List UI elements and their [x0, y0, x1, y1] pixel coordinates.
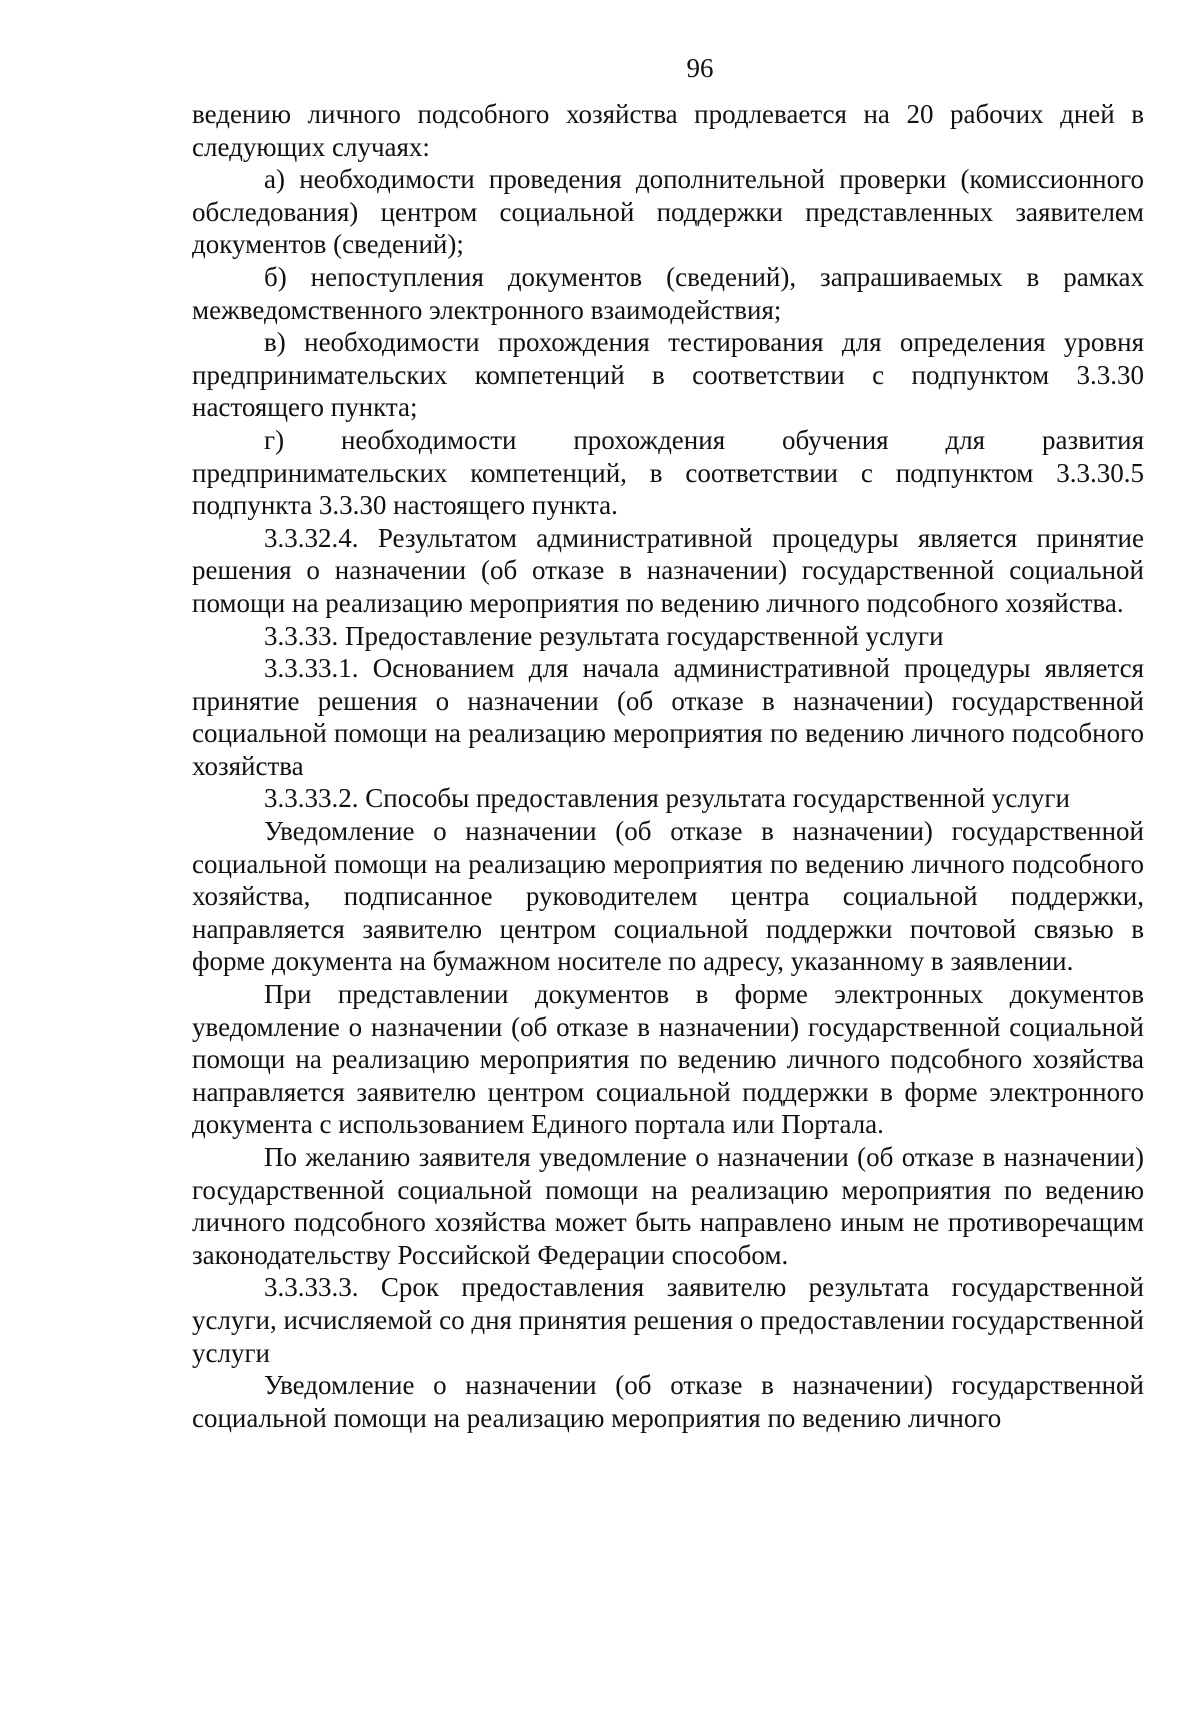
- document-body: [192, 98, 1144, 1434]
- paragraph-notification-other: По желанию заявителя уведомление о назначении (об отказе в назначении) государственной социальной помощи на реализацию мероприятия по ведению личного подсобного хозяйства может быть направлено иным не противоречащим законодательству Российской Федерации способом.: [192, 1142, 1144, 1270]
- paragraph-item-g: г) необходимости прохождения обучения для развития предпринимательских компетенций, в соответствии с подпунктом 3.3.30.5 подпункта 3.3.30 настоящего пункта.: [192, 424, 1144, 521]
- paragraph-notification-term: Уведомление о назначении (об отказе в назначении) государственной социальной помощи на реализацию мероприятия по ведению личного: [192, 1370, 1144, 1433]
- paragraph-item-v: в) необходимости прохождения тестирования для определения уровня предпринимательских компетенций в соответствии с подпунктом 3.3.30 настоящего пункта;: [192, 327, 1144, 423]
- paragraph-notification-paper: Уведомление о назначении (об отказе в назначении) государственной социальной помощи на реализацию мероприятия по ведению личного подсобного хозяйства, подписанное руководителем центра социальной поддержки, направляется заявителю центром социальной поддержки почтовой связью в форме документа на бумажном носителе по адресу, указанному в заявлении.: [192, 816, 1144, 977]
- paragraph-notification-electronic: При представлении документов в форме электронных документов уведомление о назначении (об отказе в назначении) государственной социальной помощи на реализацию мероприятия по ведению личного подсобного хозяйства направляется заявителю центром социальной поддержки в форме электронного документа с использованием Единого портала или Портала.: [192, 979, 1144, 1140]
- paragraph-3-3-33-1: 3.3.33.1. Основанием для начала административной процедуры является принятие решения о назначении (об отказе в назначении) государственной социальной помощи на реализацию мероприятия по ведению личного подсобного хозяйства: [192, 653, 1144, 781]
- paragraph-item-b: б) непоступления документов (сведений), запрашиваемых в рамках межведомственного электронного взаимодействия;: [192, 261, 1144, 325]
- paragraph-continuation: ведению личного подсобного хозяйства продлевается на 20 рабочих дней в следующих случаях:: [192, 99, 1144, 162]
- paragraph-item-a: а) необходимости проведения дополнительной проверки (комиссионного обследования) центром социальной поддержки представленных заявителем документов (сведений);: [192, 164, 1144, 260]
- paragraph-3-3-32-4: 3.3.32.4. Результатом административной процедуры является принятие решения о назначении (об отказе в назначении) государственной социальной помощи на реализацию мероприятия по ведению личного подсобного хозяйства.: [192, 522, 1144, 618]
- page-number: 96: [686, 53, 714, 83]
- paragraph-3-3-33-3: 3.3.33.3. Срок предоставления заявителю результата государственной услуги, исчисляемой со дня принятия решения о предоставлении государственной услуги: [192, 1272, 1144, 1368]
- paragraph-3-3-33: 3.3.33. Предоставление результата государственной услуги: [264, 620, 944, 651]
- paragraph-3-3-33-2: 3.3.33.2. Способы предоставления результата государственной услуги: [264, 783, 1070, 814]
